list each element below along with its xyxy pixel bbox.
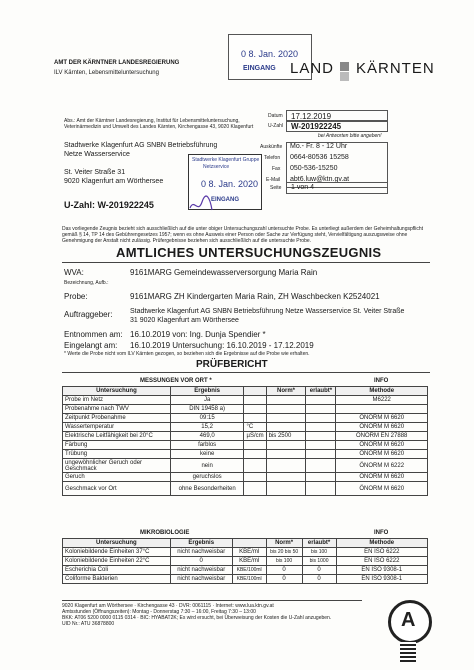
cell — [306, 396, 336, 405]
microbiology-header-row — [63, 539, 428, 548]
cell — [244, 396, 266, 405]
table-row — [63, 482, 428, 496]
cell: µS/cm — [244, 432, 266, 441]
datum-label: Datum — [268, 113, 283, 119]
col-untersuchung: Untersuchung — [63, 387, 171, 396]
brand-land: LAND — [290, 60, 335, 77]
entnommen-label: Entnommen am: — [64, 330, 123, 339]
cell: Probe im Netz — [63, 396, 171, 405]
section2-info-title: INFO — [374, 530, 389, 536]
section1-title: MESSUNGEN VOR ORT * — [140, 378, 212, 384]
cell: ÖNORM M 6222 — [336, 459, 428, 473]
accreditation-letter: A — [401, 609, 416, 631]
cell: ÖNORM M 6620 — [336, 423, 428, 432]
measurements-table — [62, 386, 428, 496]
col-norm: Norm* — [266, 539, 302, 548]
cell: Elektrische Leitfähigkeit bei 20°C — [63, 432, 171, 441]
cell: Zeitpunkt Probenahme — [63, 414, 171, 423]
cell: ÖNORM M 6620 — [336, 414, 428, 423]
disclaimer-text: Das vorliegende Zeugnis bezieht sich ausschließlich auf die unter obiger Untersuchungszahl untersuchte Probe. Es unterliegt außerdem der Geheimhaltungspflicht gemäß § 14, TP 14 des Gebührengesetzes 1957; wenn es ohne Ausweis einer Person oder Sache zur Verfügung steht, Vervielfältigung auszugsweise ohne Genehmigung der Anstalt nicht zulässig. Prüfergebnisse beziehen sich ausschließlich auf die untersuchte Probe. — [62, 226, 424, 244]
table-row — [63, 396, 428, 405]
entnommen-value: 16.10.2019 von: Ing. Dunja Spendier * — [130, 330, 266, 339]
cell: KBE/100ml — [232, 575, 266, 584]
footer-line-4: UID Nr.: ATU 36878800 — [62, 621, 115, 627]
wva-value: 9161MARG Gemeindewasserversorgung Maria Rain — [130, 268, 318, 277]
cell: ÖNORM M 6620 — [336, 473, 428, 482]
table-row — [63, 414, 428, 423]
cell: Coliforme Bakterien — [63, 575, 171, 584]
cell: ÖNORM M 6620 — [336, 441, 428, 450]
recipient-line-2: Netze Wasserservice — [64, 151, 130, 158]
brand-kaernten: KÄRNTEN — [356, 60, 435, 77]
auskunfte-label: Auskünfte — [260, 144, 283, 150]
stamp2-line-2: Netzservice — [203, 164, 230, 170]
cell: DIN 19458 a) — [170, 405, 244, 414]
cell: 0 — [302, 575, 336, 584]
cell: nicht nachweisbar — [170, 566, 232, 575]
sender-line-1: Abs.: Amt der Kärntner Landesregierung, Institut für Lebensmitteluntersuchung, — [64, 118, 240, 124]
cell — [244, 450, 266, 459]
logo-square-icon-2 — [340, 72, 349, 81]
cell — [336, 405, 428, 414]
cell — [306, 450, 336, 459]
cell: Geschmack vor Ort — [63, 482, 171, 496]
footer-line-1: 9020 Klagenfurt am Wörthersee · Kirchengasse 43 · DVR: 0061115 · Internet: www.lua.ktn.gv.at — [62, 603, 274, 609]
table-row — [63, 450, 428, 459]
col-erlaubt: erlaubt* — [306, 387, 336, 396]
cell: Ja — [170, 396, 244, 405]
cell: keine — [170, 450, 244, 459]
fax-label: Fax — [272, 166, 281, 172]
cell: ÖNORM M 6620 — [336, 482, 428, 496]
table-row — [63, 575, 428, 584]
table-row — [63, 432, 428, 441]
signature-stroke — [190, 196, 212, 210]
cell: farblos — [170, 441, 244, 450]
zahl-note: bei Antworten bitte angeben! — [318, 133, 382, 139]
cell: bis 100 — [266, 557, 302, 566]
cell: ohne Besonderheiten — [170, 482, 244, 496]
cell — [244, 441, 266, 450]
stamp-top-label: EINGANG — [243, 65, 276, 72]
section1-info-title: INFO — [374, 378, 389, 384]
accreditation-stripes — [400, 642, 416, 662]
table-row — [63, 473, 428, 482]
table-row — [63, 557, 428, 566]
cell — [244, 482, 266, 496]
cell — [306, 423, 336, 432]
cell — [266, 405, 306, 414]
cell: ungewöhnlicher Geruch oder Geschmack — [63, 459, 171, 473]
cell — [266, 459, 306, 473]
cell: EN ISO 6222 — [336, 548, 428, 557]
cell: nein — [170, 459, 244, 473]
cell: Trübung — [63, 450, 171, 459]
authority-name: AMT DER KÄRNTNER LANDESREGIERUNG — [54, 60, 180, 66]
table-row — [63, 405, 428, 414]
cell: KBE/ml — [232, 557, 266, 566]
title-divider — [62, 262, 430, 263]
col-methode: Methode — [336, 539, 428, 548]
stamp2-line-1: Stadtwerke Klagenfurt Gruppe — [192, 157, 260, 163]
stamp-top-date: 0 8. Jan. 2020 — [241, 49, 299, 59]
cell: 0 — [266, 566, 302, 575]
cell — [266, 441, 306, 450]
col-norm: Norm* — [266, 387, 306, 396]
auftraggeber-value-2: 31 9020 Klagenfurt am Wörthersee — [130, 317, 239, 324]
recipient-line-4: 9020 Klagenfurt am Wörthersee — [64, 178, 164, 185]
table-row — [63, 548, 428, 557]
cell: bis 100 — [302, 548, 336, 557]
cell: Koloniebildende Einheiten 37°C — [63, 548, 171, 557]
cell: 09:15 — [170, 414, 244, 423]
cell: 0 — [266, 575, 302, 584]
cell: bis 2500 — [266, 432, 306, 441]
probe-value: 9161MARG ZH Kindergarten Maria Rain, ZH Waschbecken K2524021 — [130, 292, 380, 301]
stamp2-date: 0 8. Jan. 2020 — [201, 179, 259, 189]
section2-title: MIKROBIOLOGIE — [140, 530, 190, 536]
datum-value: 17.12.2019 — [291, 112, 332, 121]
seite-box — [286, 182, 388, 194]
cell — [266, 450, 306, 459]
cell: bis 1000 — [302, 557, 336, 566]
col-ergebnis: Ergebnis — [170, 387, 244, 396]
document-title: AMTLICHES UNTERSUCHUNGSZEUGNIS — [116, 245, 382, 260]
table-row — [63, 423, 428, 432]
email-value: abt6.luw@ktn.gv.at — [290, 176, 350, 183]
auftraggeber-label: Auftraggeber: — [64, 310, 113, 319]
cell — [306, 459, 336, 473]
zahl-box — [286, 120, 388, 132]
seite-value: 1 von 4 — [291, 184, 314, 191]
cell: Escherichia Coli — [63, 566, 171, 575]
table-row — [63, 441, 428, 450]
logo-square-icon — [340, 62, 349, 71]
cell: EN ISO 9308-1 — [336, 575, 428, 584]
footer-line-2: Amtsstunden (Öffnungszeiten): Montag - Donnerstag 7:30 – 16:00, Freitag 7:30 – 13:00 — [62, 609, 256, 615]
telefon-value: 0664-80536 15258 — [290, 154, 349, 161]
cell: nicht nachweisbar — [170, 548, 232, 557]
col-unit — [244, 387, 266, 396]
zahl-value: W-201922245 — [291, 122, 342, 131]
table-row — [63, 459, 428, 473]
cell — [244, 414, 266, 423]
seite-label: Seite — [270, 185, 282, 191]
cell — [244, 459, 266, 473]
fax-value: 050-536-15250 — [290, 165, 338, 172]
cell — [306, 441, 336, 450]
bezeichnung-label: Bezeichnung, Aufb.: — [64, 280, 109, 286]
cell: 0 — [302, 566, 336, 575]
accreditation-badge-icon — [388, 600, 432, 644]
eingelangt-label: Eingelangt am: — [64, 341, 118, 350]
cell: 469,0 — [170, 432, 244, 441]
cell: KBE/100ml — [232, 566, 266, 575]
cell: ÖNORM M 6620 — [336, 450, 428, 459]
cell: M6222 — [336, 396, 428, 405]
cell: Wassertemperatur — [63, 423, 171, 432]
cell — [306, 432, 336, 441]
cell: Geruch — [63, 473, 171, 482]
email-label: E-Mail — [266, 177, 281, 183]
pruefbericht-divider — [62, 372, 430, 373]
footer-divider — [62, 600, 362, 601]
cell: Probenahme nach TWV — [63, 405, 171, 414]
col-unit — [232, 539, 266, 548]
cell: geruchslos — [170, 473, 244, 482]
authority-subtitle: ILV Kärnten, Lebensmitteluntersuchung — [54, 70, 159, 76]
measurements-header-row — [63, 387, 428, 396]
sender-line-2: Veterinärmedizin und Umwelt des Landes Kärnten, Kirchengasse 43, 9020 Klagenfurt — [64, 124, 254, 130]
cell: 0 — [170, 557, 232, 566]
cell: Koloniebildende Einheiten 22°C — [63, 557, 171, 566]
cell — [266, 473, 306, 482]
uzahl-heading: U-Zahl: W-201922245 — [64, 200, 154, 210]
cell: ÖNORM EN 27888 — [336, 432, 428, 441]
microbiology-table — [62, 538, 428, 584]
recipient-line-1: Stadtwerke Klagenfurt AG SNBN Betriebsführung — [64, 142, 218, 149]
cell — [244, 473, 266, 482]
cell — [306, 473, 336, 482]
recipient-line-3: St. Veiter Straße 31 — [64, 169, 126, 176]
cell — [306, 405, 336, 414]
cell: nicht nachweisbar — [170, 575, 232, 584]
cell — [266, 414, 306, 423]
cell — [306, 482, 336, 496]
col-methode: Methode — [336, 387, 428, 396]
table-row — [63, 566, 428, 575]
stamp2-label: EINGANG — [211, 197, 240, 203]
probe-label: Probe: — [64, 292, 88, 301]
zahl-label: U-Zahl — [268, 123, 284, 129]
pruefbericht-title: PRÜFBERICHT — [196, 359, 268, 370]
telefon-label: Telefon — [264, 155, 281, 161]
cell — [306, 414, 336, 423]
cell: EN ISO 6222 — [336, 557, 428, 566]
eingelangt-value: 16.10.2019 Untersuchung: 16.10.2019 - 17.12.2019 — [130, 341, 314, 350]
col-erlaubt: erlaubt* — [302, 539, 336, 548]
cell: EN ISO 9308-1 — [336, 566, 428, 575]
cell: °C — [244, 423, 266, 432]
cell — [244, 405, 266, 414]
col-ergebnis: Ergebnis — [170, 539, 232, 548]
cell: 15,2 — [170, 423, 244, 432]
auftraggeber-value-1: Stadtwerke Klagenfurt AG SNBN Betriebsführung Netze Wasserservice St. Veiter Straße — [130, 308, 405, 315]
footer-line-3: BKK: AT06 5200 0000 0115 0314 · BIC: HYABAT2K; Es wird ersucht, bei Überweisung der Kosten die U-Zahl anzugeben. — [62, 615, 332, 621]
cell: bis 20 bis 50 — [266, 548, 302, 557]
cell — [266, 423, 306, 432]
handwritten-signature — [188, 194, 216, 216]
cell — [266, 482, 306, 496]
cell: KBE/ml — [232, 548, 266, 557]
cell: Färbung — [63, 441, 171, 450]
wva-label: WVA: — [64, 268, 84, 277]
auskunfte-value: Mo.- Fr. 8 - 12 Uhr — [290, 143, 348, 150]
col-untersuchung: Untersuchung — [63, 539, 171, 548]
cell — [266, 396, 306, 405]
footnote: * Werte die Probe nicht vom ILV Kärnten gezogen, so beziehen sich die Ergebnisse auf die Probe wie erhalten. — [64, 351, 310, 357]
